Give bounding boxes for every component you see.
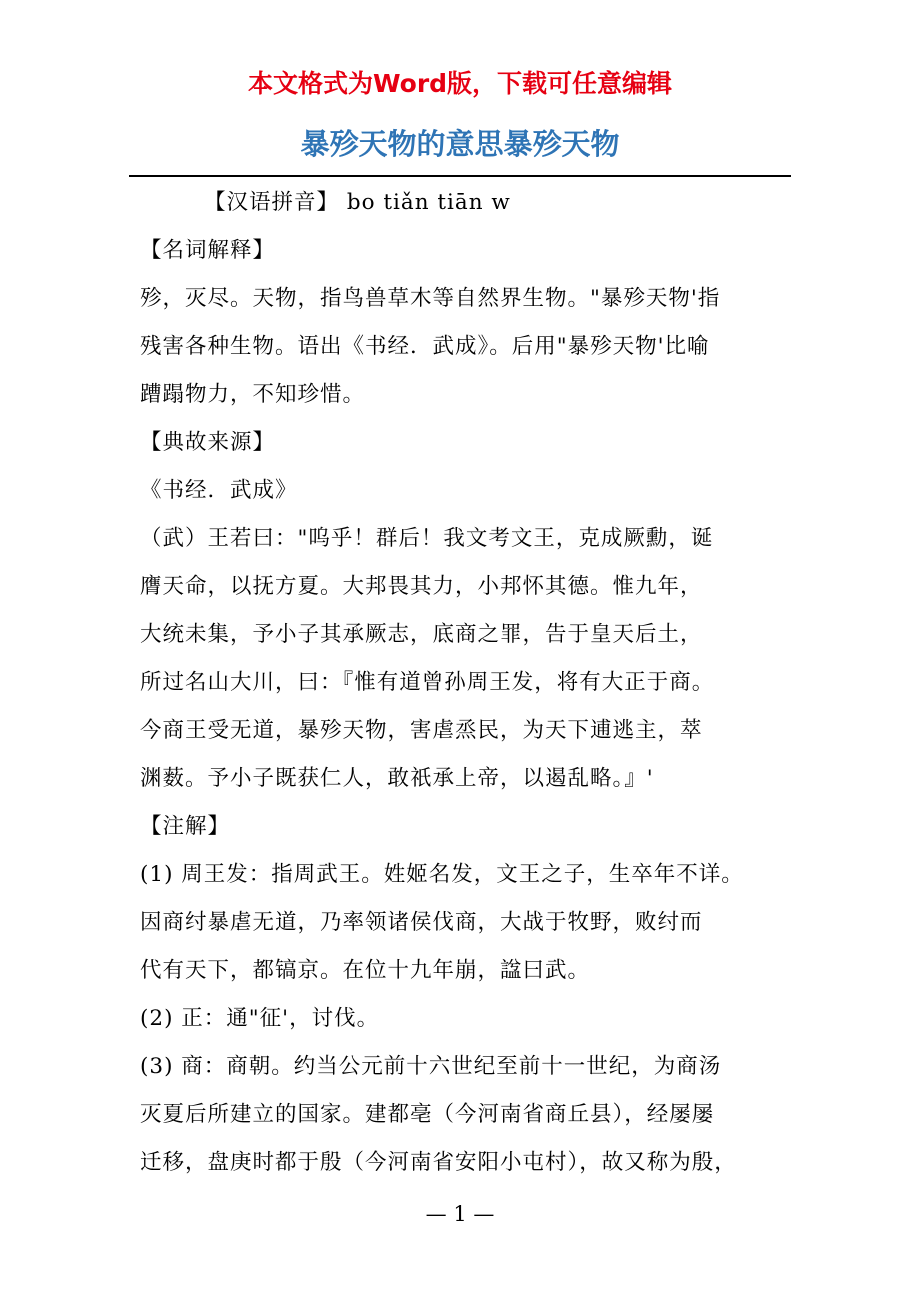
note-line: (2) 正：通"征'，讨伐。 xyxy=(140,1006,380,1031)
body-line: 残害各种生物。语出《书经．武成》。后用"暴殄天物'比喻 xyxy=(140,334,710,359)
body-line: 殄，灭尽。天物，指鸟兽草木等自然界生物。"暴殄天物'指 xyxy=(140,286,721,311)
body-line: 所过名山大川，曰：『惟有道曾孙周王发，将有大正于商。 xyxy=(140,670,715,695)
body-line: 膺天命，以抚方夏。大邦畏其力，小邦怀其德。惟九年， xyxy=(140,574,703,599)
body-line: （武）王若曰："呜乎！群后！我文考文王，克成厥勳，诞 xyxy=(140,526,714,551)
note-line: 灭夏后所建立的国家。建都亳（今河南省商丘县），经屡屡 xyxy=(140,1102,715,1127)
body-line: 大统未集，予小子其承厥志，底商之罪，告于皇天后土， xyxy=(140,622,703,647)
section-heading-definition: 【名词解释】 xyxy=(140,238,276,263)
body-line: 蹧蹋物力，不知珍惜。 xyxy=(140,382,366,407)
format-banner: 本文格式为Word版，下载可任意编辑 xyxy=(247,69,673,98)
note-line: (3) 商：商朝。约当公元前十六世纪至前十一世纪，为商汤 xyxy=(140,1054,722,1079)
page-number: — 1 — xyxy=(425,1202,495,1226)
pinyin-line: 【汉语拼音】 bo tiǎn tiān w xyxy=(204,190,511,215)
body-line: 渊薮。予小子既获仁人，敢祇承上帝，以遏乱略。』' xyxy=(140,766,654,791)
note-line: 迁移，盘庚时都于殷（今河南省安阳小屯村），故又称为殷， xyxy=(140,1150,737,1175)
section-heading-notes: 【注解】 xyxy=(140,814,231,839)
section-heading-source: 【典故来源】 xyxy=(140,430,276,455)
note-line: 代有天下，都镐京。在位十九年崩，諡曰武。 xyxy=(140,958,591,983)
body-line: 今商王受无道，暴殄天物，害虐烝民，为天下逋逃主，萃 xyxy=(140,718,703,743)
note-line: (1) 周王发：指周武王。姓姬名发，文王之子，生卒年不详。 xyxy=(140,862,744,887)
document-body xyxy=(140,179,792,1187)
document-title: 暴殄天物的意思暴殄天物 xyxy=(300,127,620,161)
note-line: 因商纣暴虐无道，乃率领诸侯伐商，大战于牧野，败纣而 xyxy=(140,910,703,935)
source-citation: 《书经．武成》 xyxy=(140,478,298,503)
title-divider xyxy=(129,175,791,177)
